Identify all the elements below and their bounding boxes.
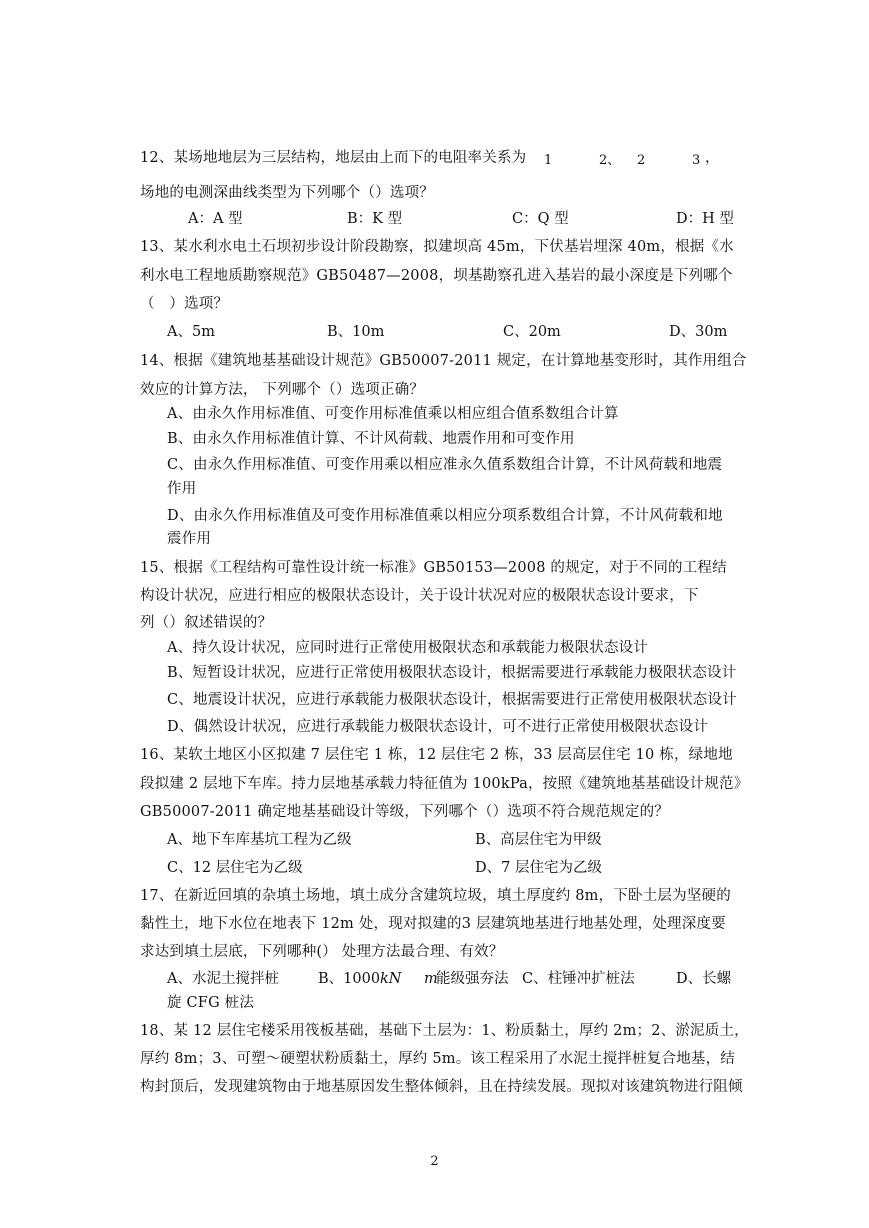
q13-line-2: 利水电工程地质勘察规范》GB50487—2008，坝基勘察孔进入基岩的最小深度是下列哪个 xyxy=(140,268,733,284)
q13-line-1: 13、某水利水电土石坝初步设计阶段勘察，拟建坝高 45m，下伏基岩埋深 40m，根据《水 xyxy=(140,239,734,255)
q12-option-d: D：H 型 xyxy=(676,211,734,227)
q17-option-d: D、长螺 xyxy=(676,971,732,987)
q17-option-b-unit: kN xyxy=(380,971,402,987)
q16-option-d: D、7 层住宅为乙级 xyxy=(475,860,602,876)
q17-option-c: C、柱锤冲扩桩法 xyxy=(522,971,635,987)
q17-option-d-cont: 旋 CFG 桩法 xyxy=(167,995,255,1011)
q18-line-1: 18、某 12 层住宅楼采用筏板基础，基础下土层为：1、粉质黏土，厚约 2m；2、淤泥质土， xyxy=(140,1023,749,1039)
q15-option-b: B、短暂设计状况，应进行正常使用极限状态设计，根据需要进行承载能力极限状态设计 xyxy=(167,665,737,681)
q16-line-1: 16、某软土地区小区拟建 7 层住宅 1 栋，12 层住宅 2 栋，33 层高层住宅 10 栋，绿地地 xyxy=(140,747,733,763)
q14-option-c-cont: 作用 xyxy=(167,481,197,497)
q12-option-b: B：K 型 xyxy=(347,211,403,227)
q17-option-b-label: 能级强夯法 xyxy=(436,971,509,987)
q13-option-a: A、5m xyxy=(167,324,215,340)
q17-line-2: 黏性土，地下水位在地表下 12m 处，现对拟建的3 层建筑地基进行地基处理，处理深度要 xyxy=(140,916,726,932)
q13-line-3: （ ）选项？ xyxy=(140,296,229,312)
q15-line-2: 构设计状况，应进行相应的极限状态设计，关于设计状况对应的极限状态设计要求，下 xyxy=(140,588,699,604)
q13-option-b: B、10m xyxy=(327,324,385,340)
q17-option-b-m: m xyxy=(424,971,438,987)
q16-line-2: 段拟建 2 层地下车库。持力层地基承载力特征值为 100kPa，按照《建筑地基基础设计规范》 xyxy=(140,776,749,792)
q16-option-c: C、12 层住宅为乙级 xyxy=(167,860,303,876)
q15-option-a: A、持久设计状况，应同时进行正常使用极限状态和承载能力极限状态设计 xyxy=(167,640,649,656)
q18-line-3: 构封顶后，发现建筑物由于地基原因发生整体倾斜，且在持续发展。现拟对该建筑物进行阻倾 xyxy=(140,1079,743,1095)
q18-line-2: 厚约 8m；3、可塑～硬塑状粉质黏土，厚约 5m。该工程采用了水泥土搅拌桩复合地基，结 xyxy=(140,1051,735,1067)
q12-rho-comma: ， xyxy=(705,150,720,166)
q12-line-1: 12、某场地地层为三层结构，地层由上而下的电阻率关系为 xyxy=(140,150,527,166)
q14-option-c: C、由永久作用标准值、可变作用乘以相应准永久值系数组合计算，不计风荷载和地震 xyxy=(167,457,723,473)
q14-option-b: B、由永久作用标准值计算、不计风荷载、地震作用和可变作用 xyxy=(167,431,575,447)
q15-option-c: C、地震设计状况，应进行承载能力极限状态设计，根据需要进行正常使用极限状态设计 xyxy=(167,692,737,708)
q15-line-1: 15、根据《工程结构可靠性设计统一标准》GB50153—2008 的规定，对于不同的工程结 xyxy=(140,560,727,576)
q14-option-a: A、由永久作用标准值、可变作用标准值乘以相应组合值系数组合计算 xyxy=(167,406,619,422)
q16-option-b: B、高层住宅为甲级 xyxy=(475,832,602,848)
q13-option-c: C、20m xyxy=(503,324,561,340)
q14-line-2: 效应的计算方法， 下列哪个（）选项正确？ xyxy=(140,382,425,398)
q12-option-c: C：Q 型 xyxy=(512,211,569,227)
q12-rho-3: 2 xyxy=(637,153,646,168)
q12-rho-1: 1 xyxy=(544,153,553,168)
q14-line-1: 14、根据《建筑地基基础设计规范》GB50007-2011 规定，在计算地基变形时，其作用组合 xyxy=(140,353,747,369)
q16-option-a: A、地下车库基坑工程为乙级 xyxy=(167,832,352,848)
q12-line-2: 场地的电测深曲线类型为下列哪个（）选项？ xyxy=(140,185,434,201)
q17-option-a: A、水泥土搅拌桩 xyxy=(167,971,279,987)
q14-option-d-cont: 震作用 xyxy=(167,531,212,547)
q17-option-b-value: B、1000 xyxy=(318,971,381,987)
q15-line-3: 列（）叙述错误的？ xyxy=(140,615,273,631)
q14-option-d: D、由永久作用标准值及可变作用标准值乘以相应分项系数组合计算，不计风荷载和地 xyxy=(167,508,723,524)
page-number: 2 xyxy=(430,1154,439,1169)
q17-line-1: 17、在新近回填的杂填土场地，填土成分含建筑垃圾，填土厚度约 8m，下卧土层为坚硬的 xyxy=(140,888,731,904)
q17-line-3: 求达到填土层底，下列哪种(） 处理方法最合理、有效？ xyxy=(140,944,504,960)
q12-rho-2: 2、 xyxy=(599,153,621,168)
q16-line-3: GB50007-2011 确定地基基础设计等级，下列哪个（）选项不符合规范规定的？ xyxy=(140,804,669,820)
q15-option-d: D、偶然设计状况，应进行承载能力极限状态设计，可不进行正常使用极限状态设计 xyxy=(167,719,709,735)
q13-option-d: D、30m xyxy=(669,324,728,340)
q12-option-a: A：A 型 xyxy=(188,211,243,227)
q12-rho-4: 3 xyxy=(692,153,701,168)
